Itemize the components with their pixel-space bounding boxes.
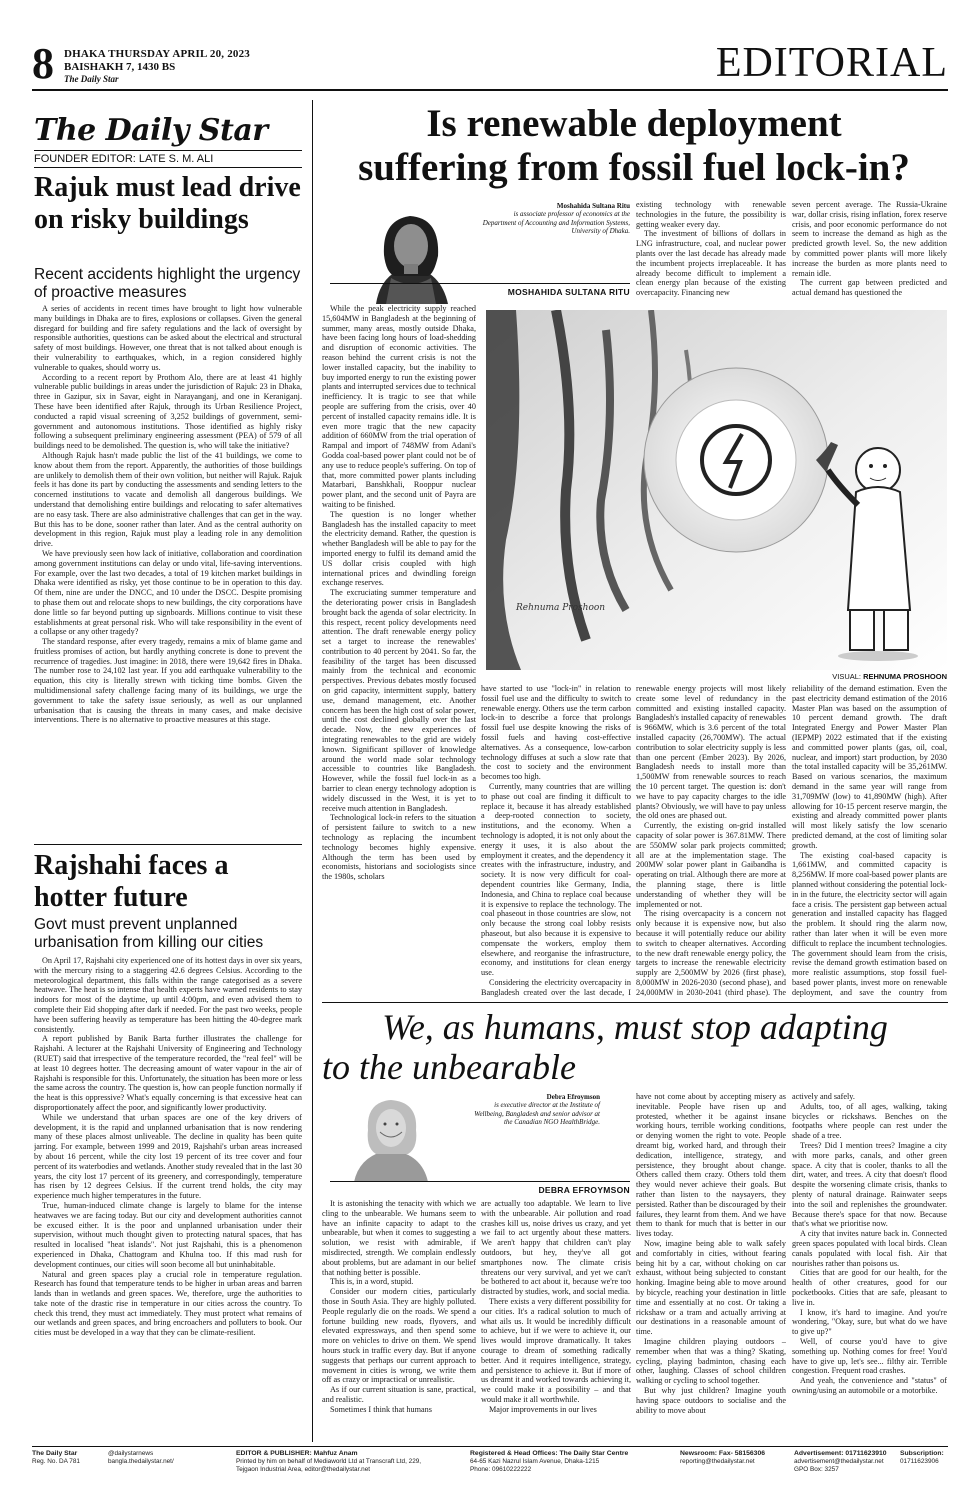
paragraph: This is, in a word, stupid. (330, 1277, 414, 1287)
visual-credit (486, 672, 947, 681)
paragraph: Considering the electricity overcapacity in Bangladesh created over the last decade, I (481, 977, 631, 997)
footer-printer: Printed by him on behalf of Mediaworld Ltd at Transcraft Ltd, 229, (236, 1458, 422, 1465)
author2-bio-text: is executive director at the Institute of Wellbeing, Bangladesh and senior advisor at the Canadian NGO HealthBridge. (474, 1101, 600, 1127)
author2-bio-name: Debra Efroymson (546, 1093, 600, 1101)
article2-col-b (481, 1199, 631, 1442)
footer-gpo: GPO Box: 3257 (794, 1466, 839, 1473)
paragraph: True, human-induced climate change is largely to blame for the intense heatwaves we are facing today. But our city and development authorities cannot be excused either. It is the poor and unplanned urbanisation under their supervision, without much thought given to protecting natural spaces, that has resulted in localised "heat islands". Not just Rajshahi, this is a phenomenon experienced in Dhaka, Chattogram and Khulna too. If this mad rush for development continues, our cities will soon become all but uninhabitable. (34, 1200, 302, 1269)
founder-editor: FOUNDER EDITOR: LATE S. M. ALI (34, 153, 214, 165)
paragraph: Trees? Did I mention trees? Imagine a city with more parks, canals, and other green space. A city that is cooler, thanks to all the dirt, water, and trees. A city that doesn't flood despite the worsening climate crisis, thanks to plenty of natural drainage. Rainwater seeps into the soil and replenishes the groundwater. Because there's space for that now. Because that's what we prioritise now. (792, 1140, 947, 1229)
author2-bio (468, 1093, 600, 1127)
paragraph: But why just children? Imagine youth having space outdoors to socialise and the ability to move about (636, 1385, 786, 1415)
paragraph: Consider our modern cities, particularly those in South Asia. They are highly polluted. People regularly die on the roads. We spend a fortune building new roads, flyovers, and elevated expressways, and then spend some more on vehicles to drive on them. We spend hours stuck in traffic every day. But if anyone suggests that perhaps our current approach to movement in cities is wrong, we write them off as crazy or impractical or unrealistic. (322, 1287, 476, 1385)
footer-ad-email[interactable]: advertisement@thedailystar.net (794, 1458, 884, 1465)
article1-col-c-bottom (636, 684, 786, 999)
paragraph: actively and safely. (792, 1092, 855, 1101)
paragraph: Imagine children playing outdoors – remember when that was a thing? Skating, cycling, playing badminton, chasing each other, laughing. Classes of school children walking or cycling to school together. (636, 1336, 786, 1386)
paragraph: As if our current situation is sane, practical, and realistic. (322, 1385, 476, 1404)
footer-col2 (108, 1450, 228, 1466)
founder-rule (34, 167, 302, 168)
author2-photo (336, 1092, 446, 1182)
paragraph: have not come about by accepting misery as inevitable. People have risen up and protested, whether it be against insane working hours, terrible working conditions, or denying women the right to vote. People dreamt big, worked hard, and through their dedication, intelligence, strategy, and persistence, they brought about change. Others called them crazy. Others told them they would never achieve their goals. But rather than listen to the naysayers, they persisted. Rather than be discouraged by their failures, they learnt from them. And we have them to thank for much that is better in our lives today. (636, 1092, 786, 1239)
paragraph: A report published by Banik Barta further illustrates the challenge for Rajshahi. A lecturer at the Rajshahi University of Engineering and Technology (RUET) said that irrespective of the temperature recorded, the "real feel" will be at least 10 degrees hotter. The decreasing amount of water vapour in the air of Rajshahi is responsible for this. Unfortunately, the situation has been more or less the same across the country. The question is, how can people function normally if the heat is this oppressive? What's equally concerning is that excessive heat can disproportionately affect the poor, and significantly lower productivity. (34, 1034, 302, 1112)
editorial1-title: Rajuk must lead drive on risky buildings (34, 172, 301, 235)
footer-offices: Registered & Head Offices: The Daily Star Centre (470, 1450, 629, 1457)
editorial2-subtitle: Govt must prevent unplanned urbanisation from killing our cities (34, 916, 264, 951)
article1-col-b (481, 684, 631, 999)
paragraph: We have previously seen how lack of initiative, collaboration and coordination among government institutions can delay or undo vital, life-saving interventions. For example, over the last two decades, a total of 19 kitchen market buildings in Dhaka were identified as risky, yet those continue to be in operation to this day. Of them, nine are under the DNCC, and 10 under the DSCC. Despite promising to phase them out and relocate shops to new buildings, the city corporations have done little so far beyond putting up signboards. Millions continue to visit these establishments at great personal risk. Who will take responsibility in the event of a collapse or any other tragedy? (34, 548, 302, 637)
paragraph: seven percent average. The Russia-Ukraine war, dollar crisis, rising inflation, forex reserve crisis, and poor economic performance do not seem to increase the demand as high as the predicted growth level. So, the new addition by committed power plants will more likely increase the burden as more plants need to remain idle. (792, 200, 947, 278)
footer-col4 (470, 1450, 660, 1474)
paragraph: The question is no longer whether Bangladesh has the installed capacity to meet the electricity demand. Rather, the question is whether Bangladesh will be able to pay for the imported energy to fulfil its demand amid the US dollar crisis coupled with high international prices and dwindling foreign exchange reserves. (322, 509, 476, 588)
paragraph: The standard response, after every tragedy, remains a mix of blame game and fruitless promises of action, but hardly anything concrete is done to prevent the recurrence of tragedies. Just imagine: in 2018, there were 19,642 fires in Dhaka. The number rose to 24,102 last year. If you add earthquake vulnerability to the equation, this city is literally strewn with ticking time bombs. Given the multidimensional safety challenge facing many of its buildings, we urge the government to take the safety issue seriously, as well as our unplanned urbanisation that is causing the threats in many cases, and make decisive interventions. There is no alternative to proactive measures at this stage. (34, 637, 302, 725)
paragraph: are actually too adaptable. We learn to live with the unbearable. Air pollution and road crashes kill us, noise drives us crazy, and yet we fail to act urgently about these matters. We aren't happy that children can't play outdoors, but hey, they've all got smartphones now. The climate crisis threatens our very survival, and yet we can't be bothered to act about it, because we're too distracted by studies, work, and social media. (481, 1199, 631, 1297)
footer-bangla-site[interactable]: bangla.thedailystar.net/ (108, 1458, 174, 1465)
page-number: 8 (32, 39, 54, 88)
article1-col-d-bottom (792, 684, 947, 999)
paragraph: Natural and green spaces play a crucial role in temperature regulation. Research has found that temperature tends to be higher in urban areas and barren lands than in wetlands and green spaces. We, therefore, urge the authorities to take note of the drastic rise in temperature in our cities across the country. To check this trend, they must act immediately. They must protect what remains of our wetlands and green spaces, and bring encroachers and polluters to book. Our cities must be developed in a way that they can be climate-resilient. (34, 1269, 302, 1338)
paragraph: A city that invites nature back in. Connected green spaces populated with local birds. Clean canals populated with local fish. Air that nourishes rather than poisons us. (792, 1229, 947, 1268)
footer-subscription: Subscription: (900, 1450, 944, 1457)
paragraph: Currently, the existing on-grid installed capacity of solar power is 367.81MW. There are 550MW solar park projects committed; all are at the implementation stage. The 200MW solar power plant in Gaibandha is operating on trial. Although there are more at the planning stage, there is little understanding of whether they will be implemented or not. (636, 821, 786, 909)
footer-rule (32, 1446, 948, 1447)
paragraph: Sometimes I think that humans (330, 1404, 432, 1414)
article2-col-d (792, 1092, 947, 1442)
paragraph: Major improvements in our lives (489, 1404, 597, 1414)
footer-office-address: 64-65 Kazi Nazrul Islam Avenue, Dhaka-1215 (470, 1458, 600, 1465)
footer-editor: EDITOR & PUBLISHER: Mahfuz Anam (236, 1450, 358, 1457)
author1-byline: MOSHAHIDA SULTANA RITU (507, 287, 630, 297)
footer-col6 (794, 1450, 904, 1474)
article1-title-line1: Is renewable deployment (426, 102, 842, 145)
column-divider (312, 100, 313, 1442)
footer-brand: The Daily Star (32, 1450, 78, 1457)
footer-reg: Reg. No. DA 781 (32, 1458, 80, 1465)
paragraph: Well, of course you'd have to give something up. Nothing comes for free! You'd have to give up, let's see... filthy air. Terrible congestion. Frequent road crashes. (792, 1336, 947, 1376)
paragraph: On April 17, Rajshahi city experienced one of its hottest days in over six years, with the mercury rising to a staggering 42.6 degrees Celsius. According to the meteorological department, this falls within the range categorised as a severe heatwave. The heat is so intense that health experts have warned residents to stay indoors for most of the daytime, up until 4:00pm, and even advised them to complete their Eid shopping after dark if needed. For the past two weeks, people have been suffering heavily as temperature has been hitting the 40-degree mark consistently. (34, 956, 302, 1034)
author2-byline: DEBRA EFROYMSON (538, 1185, 630, 1195)
byline-rule (330, 283, 630, 284)
visual-credit-name: REHNUMA PROSHOON (863, 672, 947, 681)
header-masthead-small: The Daily Star (64, 74, 119, 84)
paragraph: While the peak electricity supply reached 15,604MW in Bangladesh at the beginning of summer, many areas, mostly outside Dhaka, have been facing long hours of load-shedding and disruption of economic activities. The reason behind the current crisis is not the lower installed capacity, but the inability to buy imported energy to run the existing power plants and interrupted services due to technical inefficiency. It is tragic to see that while people are suffering from the crisis, over 40 percent of installed capacity remains idle. It is even more tragic that the new capacity addition of 660MW from the trial operation of Rampal and import of 748MW from Adani's Godda coal-based power plant could not be of any use to reduce people's suffering. On top of that, more committed power plants including Matarbari, Banshkhali, Rooppur nuclear power plant, and the second unit of Payra are waiting to be finished. (322, 304, 476, 509)
section-title: EDITORIAL (715, 40, 948, 86)
paragraph: The current gap between predicted and actual demand has questioned the (792, 278, 947, 298)
illustration (486, 310, 947, 670)
paragraph: renewable energy projects will most likely create some level of redundancy in the committed and existing installed capacity. Bangladesh's installed capacity of renewables is 966MW, which is 3.6 percent of the total installed capacity (26,700MW). The actual contribution to solar electricity supply is less than one percent (Ember 2023). By 2026, Bangladesh needs to install more than 1,500MW from renewable sources to reach the 10 percent target. The question is: don't we have to pay capacity charges to the idle plants? Obviously, we will have to pay unless the old ones are phased out. (636, 684, 786, 821)
paragraph: The existing coal-based capacity is 1,661MW, and committed capacity is 8,256MW. If more coal-based power plants are planned without considering the potential lock-in in the future, the electricity sector will again face a crisis. The persistent gap between actual generation and installed capacity has flagged the problem. It should ring the alarm now, rather than later when it will be even more difficult to replace the incumbent technologies. The government should learn from the crisis, revise the demand growth estimation based on more realistic assumptions, stop fossil fuel-based power plants, invest more on renewable deployment, and save the country from (792, 850, 947, 997)
paragraph: have started to use "lock-in" in relation to fossil fuel use and the difficulty to switch to renewable energy. Others use the term carbon lock-in to describe a force that prolongs fossil fuel use despite knowing the risks of fossil fuels and having cost-effective alternatives. As a consequence, low-carbon technology diffuses at such a slow rate that the cost to society and the environment becomes too high. (481, 684, 631, 782)
paragraph: While we understand that urban spaces are one of the key drivers of development, it is the rapid and unplanned urbanisation that is now rendering many of these places almost unliveable. The decline in quality has been quite jarring. For example, between 1999 and 2019, Rajshahi's urban areas increased by about 16 percent, while the city lost 19 percent of its tree cover and four percent of its waterbodies and wetlands. Another study revealed that in the last 30 years, the city lost 17 percent of its greenery, and correspondingly, temperature has risen by 12 degrees Celsius. If the current trend holds, the city may experience much higher temperatures in the future. (34, 1112, 302, 1201)
article1-col-a (322, 304, 476, 999)
paragraph: Cities that are good for our health, for the health of other creatures, good for our pocketbooks. Cities that are safe, pleasant to live in. (792, 1268, 947, 1307)
footer-newsroom-email[interactable]: reporting@thedailystar.net (680, 1458, 755, 1465)
date-line: DHAKA THURSDAY APRIL 20, 2023 (64, 48, 251, 60)
footer-advertisement: Advertisement: 01711623910 (794, 1450, 887, 1457)
masthead: The Daily Star (34, 113, 268, 148)
editorial-divider (34, 844, 302, 845)
byline2-rule (330, 1181, 630, 1182)
masthead-rule (34, 150, 302, 151)
paragraph: reliability of the demand estimation. Even the past electricity demand estimation of the 2016 Master Plan was based on the assumption of 10 percent demand growth. The draft Integrated Energy and Power Master Plan (IEPMP) 2022 estimated that if the existing and committed power plants (gas, oil, coal, nuclear, and import) start production, by 2030 the total installed capacity will be 35,261MW. Based on various scenarios, the maximum demand in the same year will range from 31,709MW (low) to 41,890MW (high). After allowing for 10-15 percent reserve margin, the existing and already committed power plants will most likely satisfy the low scenario predicted demand, at the cost of limiting solar growth. (792, 684, 947, 850)
bangla-date: BAISHAKH 7, 1430 BS (64, 61, 176, 73)
paragraph: A series of accidents in recent times have brought to light how vulnerable many buildings in Dhaka are to fires, explosions or collapses. Given the general disregard for building and fire safety regulations and the lack of oversight by responsible authorities, questions can be asked about the electrical and structural safety of most buildings. However, one threat that is not talked about enough is their vulnerability to earthquakes, which, in a region considered highly vulnerable to quakes, should worry us. (34, 304, 302, 372)
paragraph: I know, it's hard to imagine. And you're wondering, "Okay, sure, but what do we have to give up?" (792, 1307, 947, 1337)
article-divider (322, 1002, 948, 1003)
author1-bio (480, 202, 630, 236)
editorial2-title: Rajshahi faces a hotter future (34, 850, 229, 913)
paragraph: And yeah, the convenience and "status" of owning/using an automobile or a motorbike. (792, 1376, 947, 1395)
paragraph: Technological lock-in refers to the situation of persistent failure to switch to a new technology as replacing the incumbent technology becomes highly expensive. Although the term has been used by economists, historians and sociologists since the 1980s, scholars (322, 813, 476, 882)
editorial2-body (34, 956, 302, 1442)
footer-address: Tejgaon Industrial Area, editor@thedailystar.net (236, 1466, 371, 1473)
paragraph: Adults, too, of all ages, walking, taking bicycles or rickshaws. Benches on the footpaths where people can rest under the shade of a tree. (792, 1101, 947, 1141)
footer-newsroom: Newsroom: Fax- 58156306 (680, 1450, 766, 1457)
paragraph: Now, imagine being able to walk safely and comfortably in cities, without fearing being hit by a car, without choking on car exhaust, without being subjected to constant honking. Imagine being able to move around by bicycle, reaching your destination in little time and essentially at no cost. Or taking a rickshaw or a tram and actually arriving at our destinations in a reasonable amount of time. (636, 1238, 786, 1337)
paragraph: existing technology with renewable technologies in the future, the possibility is getting weaker every day. (636, 200, 786, 229)
header-rule (32, 89, 948, 91)
illustration-signature: Rehnuma Proshoon (516, 603, 606, 613)
paragraph: Although Rajuk hasn't made public the list of the 41 buildings, we come to know about them from the report. Apparently, the authorities of those buildings are unlikely to demolish them of their own volition, but neither will Rajuk. Rajuk feels it has done its part by conducting the assessments and sending letters to the concerned institutions to vacate and demolish all dangerous buildings. We understand that demolishing entire buildings and relocating to safer alternatives are no easy task. There are also administrative challenges that can get in the way. But this has to be done, sooner rather than later. And as the central authority on development in this region, Rajuk must play a leading role in any demolition drive. (34, 450, 302, 549)
paragraph: The rising overcapacity is a concern not only because it is expensive now, but also because it will potentially reduce our ability to switch to cheaper alternatives. According to the new draft renewable energy policy, the targets to increase the renewable electricity supply are 2,500MW by 2026 (first phase), 8,000MW in 2026-2030 (second phase), and 24,000MW in 2030-2041 (third phase). The (636, 909, 786, 997)
author1-bio-text: is associate professor of economics at the Department of Accounting and Information Systems, University of Dhaka. (482, 210, 630, 236)
paragraph: There exists a very different possibility for our cities. It's a radical solution to much of what ails us. It would be incredibly difficult to achieve, but if we were to achieve it, our lives would improve dramatically. It takes courage to dream of something radically better. And it requires intelligence, strategy, and persistence to achieve it. But if more of us dreamt it and worked towards achieving it, we could make it a possibility – and that would make it all worthwhile. (481, 1296, 631, 1404)
author1-bio-name: Moshahida Sultana Ritu (556, 202, 630, 210)
article1-title-line2: suffering from fossil fuel lock-in? (358, 146, 910, 189)
footer-col3 (236, 1450, 446, 1474)
paragraph: It is astonishing the tenacity with which we cling to the unbearable. We humans seem to have an infinite capacity to adapt to the unbearable, but when it comes to suggesting a solution, we resist with admirable, if misdirected, strength. We complain endlessly about problems, but are adamant in our belief that nothing better is possible. (322, 1199, 476, 1277)
footer-col5 (680, 1450, 790, 1466)
article2-title-line2: to the unbearable (322, 1047, 576, 1087)
article1-col-c-top (636, 200, 786, 308)
article2-col-a (322, 1199, 476, 1442)
visual-credit-label: VISUAL: (832, 672, 861, 681)
article2-col-c (636, 1092, 786, 1442)
paragraph: The excruciating summer temperature and the deteriorating power crisis in Bangladesh brought back the agenda of solar electricity. In this respect, recent policy developments need attention. The draft renewable energy policy set a target to increase the renewables' contribution to 40 percent by 2041. So far, the feasibility of the target has been discussed mainly from the technical and economic perspectives. Previous debates mostly focused on grid capacity, intermittent supply, battery use, demand management, etc. Another concern has been the high cost of solar power, until the cost declined globally over the last decade. Now, the new experiences of integrating renewables to the grid are widely known. Significant spillover of knowledge around the world made solar technology accessible to countries like Bangladesh. However, while the fossil fuel lock-in as a barrier to clean energy technology adoption is widely discussed in the West, it is yet to receive much attention in Bangladesh. (322, 588, 476, 813)
article2-title-line1: We, as humans, must stop adapting (382, 1007, 888, 1047)
footer-col7 (900, 1450, 950, 1466)
editorial1-subtitle: Recent accidents highlight the urgency of proactive measures (34, 266, 301, 301)
paragraph: The investment of billions of dollars in LNG infrastructure, coal, and nuclear power plants over the last decade has already made the incumbent projects irreplaceable. It has already become difficult to implement a clean energy plan because of the existing overcapacity. Financing new (636, 229, 786, 298)
editorial1-body (34, 304, 302, 844)
footer-handle[interactable]: @dailystarnews (108, 1450, 154, 1457)
paragraph: According to a recent report by Prothom Alo, there are at least 41 highly vulnerable public buildings in areas under the jurisdiction of Rajuk: 23 in Dhaka, three in Gazipur, six in Savar, eight in Narayanganj, and one in Keraniganj. These have been identified after Rajuk, through its Urban Resilience Project, conducted a rapid visual screening of 3,252 buildings of government, semi-government and autonomous institutions. Those identified as highly risky following a subsequent preliminary engineering assessment (PEA) of 579 of all buildings need to be demolished. The question is, who will take the initiative? (34, 372, 302, 451)
footer-phone: Phone: 09610222222 (470, 1466, 532, 1473)
article1-col-d-top (792, 200, 947, 308)
paragraph: Currently, many countries that are willing to phase out coal are finding it difficult to replace it, because it has already established a deep-rooted connection to society, institutions, and the economy. When a technology is adopted, it is not only about the energy it uses, it is also about the employment it creates, and the dependency it creates with the infrastructure, industry, and society. It is now very difficult for coal-dependent countries like Germany, India, Indonesia, and China to replace coal because it is expensive to replace the technology. The coal phaseout in those countries are slow, not only because the strong coal lobby resists phaseout, but also because it is expensive to compensate the workers, employ them elsewhere, and reorganise the infrastructure, economy, and institutions for clean energy use. (481, 781, 631, 978)
footer-sub-phone: 01711623906 (900, 1458, 939, 1465)
